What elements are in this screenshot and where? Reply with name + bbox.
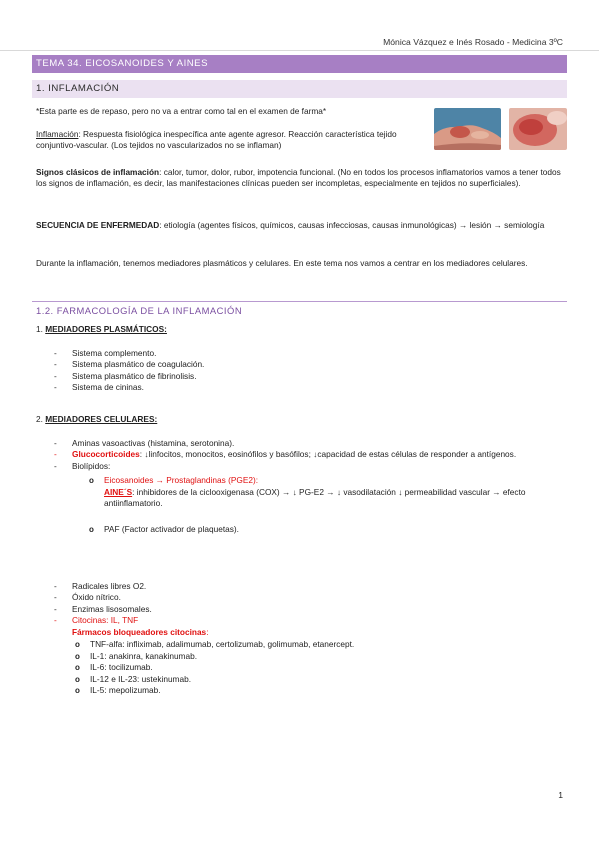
list-item-aminas: - Aminas vasoactivas (histamina, serotonina). — [36, 438, 566, 449]
plasmaticos-title: MEDIADORES PLASMÁTICOS: — [45, 324, 167, 334]
inflamed-skin-photo — [509, 108, 567, 150]
inflamacion-term: Inflamación — [36, 129, 79, 139]
secuencia-paragraph — [36, 220, 566, 231]
signos-paragraph — [36, 167, 566, 190]
inflamacion-definition-text: : Respuesta fisiológica inespecífica ante agente agresor. Reacción característica tejido conjuntivo-vascular. (Los tejidos no vascularizados no se inflaman) — [36, 129, 397, 151]
celulares-number: 2. — [36, 414, 46, 424]
aines-text: : inhibidores de la ciclooxigenasa (COX) → ↓ PG-E2 → ↓ vasodilatación ↓ permeabilidad vascular → efecto antiinflamatorio. — [104, 486, 526, 509]
eicosanoides-label: Eicosanoides → Prostaglandinas (PGE2): — [104, 475, 259, 486]
sublist-item-il6: o IL-6: tocilizumab. — [72, 662, 566, 673]
subsection-divider — [32, 301, 567, 302]
list-item-biolipidos — [36, 461, 566, 535]
sublist-item-il12-il23: o IL-12 e IL-23: ustekinumab. — [72, 674, 566, 685]
header-divider — [0, 50, 599, 51]
list-item-glucocorticoides — [36, 449, 566, 460]
glucocorticoides-term: Glucocorticoides — [72, 449, 140, 460]
celulares-list-top — [36, 438, 566, 535]
aines-term: AINE´S — [104, 486, 133, 497]
page-header-authors: Mónica Vázquez e Inés Rosado - Medicina 3ºC — [383, 37, 563, 47]
list-item-oxido: - Óxido nítrico. — [36, 592, 566, 603]
mediadores-intro: Durante la inflamación, tenemos mediadores plasmáticos y celulares. En este tema nos vamos a centrar en los mediadores celulares. — [36, 258, 528, 268]
list-item: - Sistema plasmático de fibrinolisis. — [36, 371, 566, 382]
plasmaticos-number: 1. — [36, 324, 46, 334]
secuencia-term: SECUENCIA DE ENFERMEDAD — [36, 220, 160, 230]
page-number: 1 — [558, 790, 563, 800]
celulares-heading — [36, 414, 566, 425]
secuencia-text: : etiología (agentes físicos, químicos, causas infecciosas, causas inmunológicas) → lesión → semiología — [159, 220, 545, 230]
bloqueadores-colon: : — [206, 626, 209, 637]
celulares-list-bottom — [36, 581, 566, 696]
biolipidos-label: Biolípidos: — [72, 460, 111, 471]
sublist-item-eicosanoides — [86, 475, 566, 509]
celulares-title: MEDIADORES CELULARES: — [45, 414, 158, 424]
section-title-inflamacion: 1. INFLAMACIÓN — [32, 80, 567, 98]
sublist-item-il1: o IL-1: anakinra, kanakinumab. — [72, 651, 566, 662]
list-item-radicales: - Radicales libres O2. — [36, 581, 566, 592]
list-item: - Sistema complemento. — [36, 348, 566, 359]
sublist-item-paf: o PAF (Factor activador de plaquetas). — [86, 524, 566, 535]
inflamacion-definition — [36, 129, 426, 152]
list-item: - Sistema plasmático de coagulación. — [36, 359, 566, 370]
biolipidos-sublist — [86, 475, 566, 535]
bloqueadores-title: Fármacos bloqueadores citocinas — [72, 626, 207, 637]
subsection-title-farmacologia: 1.2. FARMACOLOGÍA DE LA INFLAMACIÓN — [36, 305, 243, 316]
bloqueadores-sublist — [72, 639, 566, 696]
list-item: - Sistema de cininas. — [36, 382, 566, 393]
plasmaticos-list — [36, 348, 566, 394]
tema-title-bar: TEMA 34. EICOSANOIDES Y AINES — [32, 55, 567, 73]
list-item-citocinas — [36, 615, 566, 696]
sublist-item-tnf: o TNF-alfa: infliximab, adalimumab, certolizumab, golimumab, etanercept. — [72, 639, 566, 650]
signos-text: : calor, tumor, dolor, rubor, impotencia funcional. (No en todos los procesos inflamatorios vamos a tener todos los signos de inflamación, es decir, las manifestaciones clínicas pueden ser incompletas, especialmente en tejidos no superficiales). — [36, 167, 561, 189]
citocinas-label: Citocinas: IL, TNF — [72, 615, 139, 626]
sublist-item-il5: o IL-5: mepolizumab. — [72, 685, 566, 696]
repaso-note: *Esta parte es de repaso, pero no va a entrar como tal en el examen de farma* — [36, 106, 327, 116]
glucocorticoides-text: : ↓linfocitos, monocitos, eosinófilos y basófilos; ↓capacidad de estas células de responder a antígenos. — [139, 449, 517, 460]
signos-term: Signos clásicos de inflamación — [36, 167, 160, 177]
list-item-enzimas: - Enzimas lisosomales. — [36, 604, 566, 615]
plasmaticos-heading — [36, 324, 566, 335]
inflamed-foot-photo — [434, 108, 501, 150]
